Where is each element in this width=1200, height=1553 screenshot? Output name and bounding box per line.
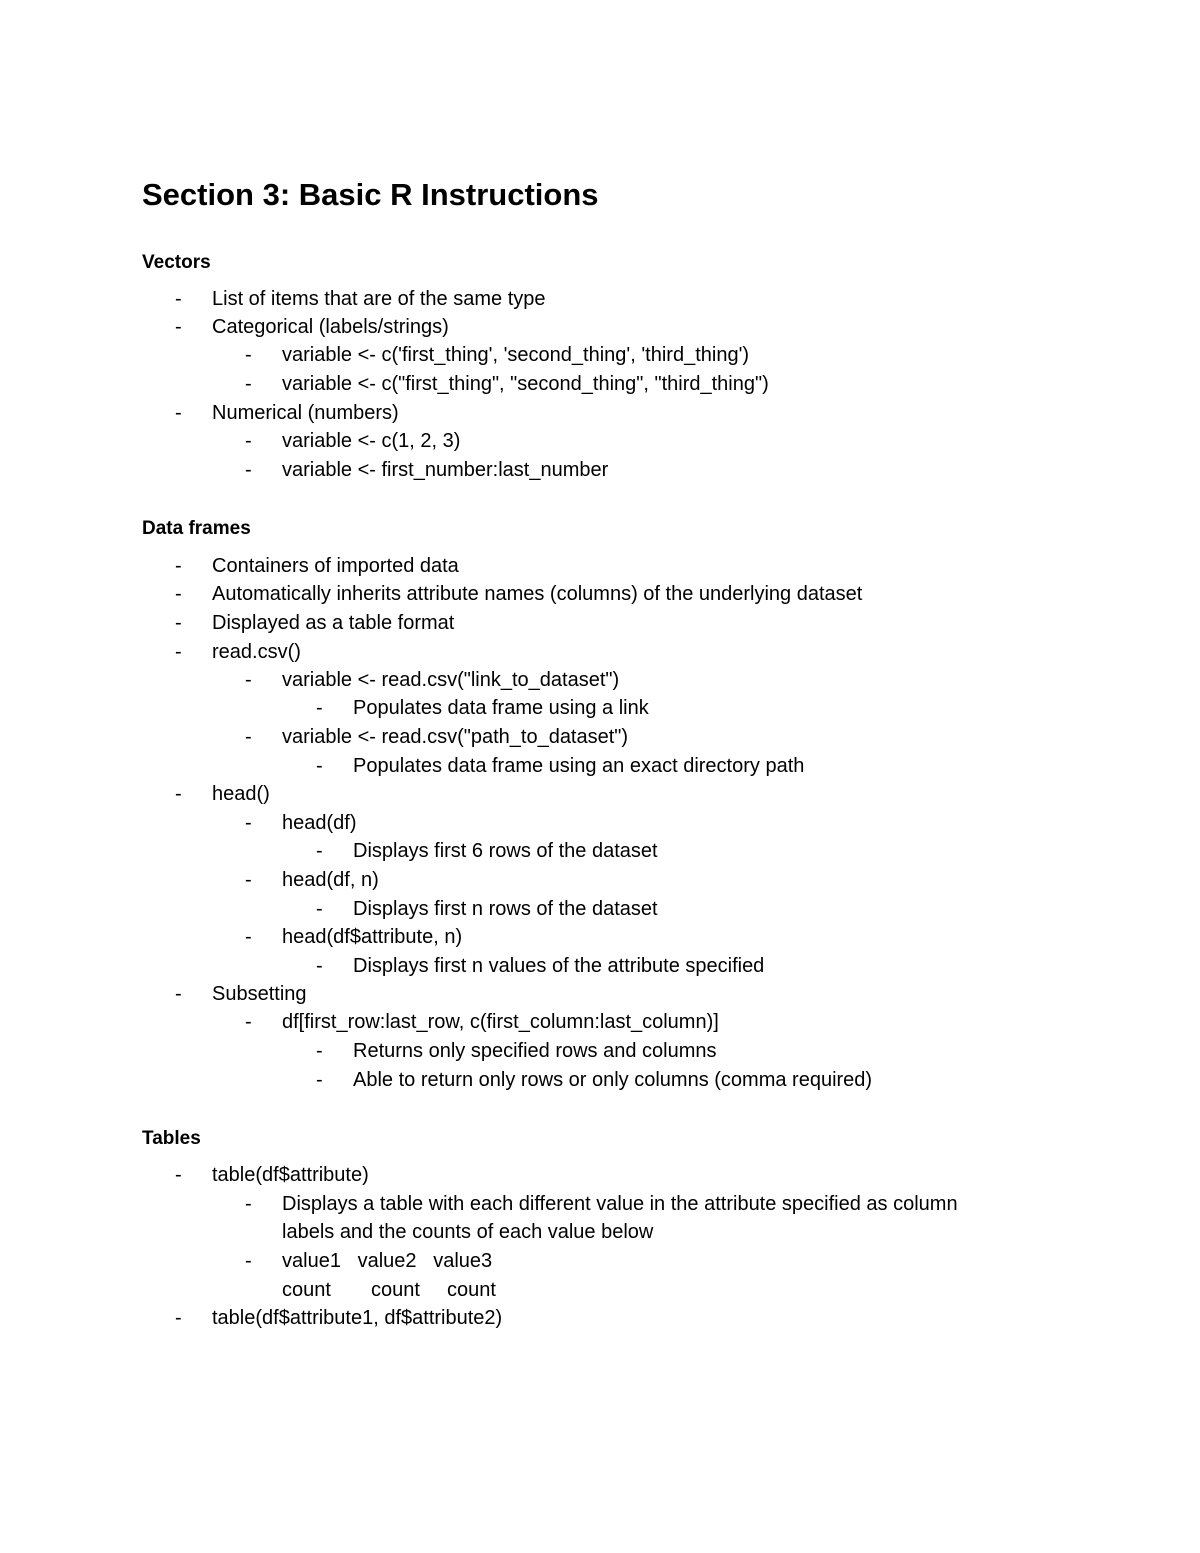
count-label: count <box>447 1279 496 1301</box>
list-item-text: value1 value2 value3 <box>282 1250 493 1272</box>
bullet-dash: - <box>316 840 323 862</box>
bullet-dash: - <box>175 402 182 424</box>
bullet-dash: - <box>316 955 323 977</box>
section-heading-data-frames: Data frames <box>142 518 251 539</box>
bullet-dash: - <box>175 555 182 577</box>
bullet-dash: - <box>316 755 323 777</box>
bullet-dash: - <box>175 288 182 310</box>
bullet-dash: - <box>175 612 182 634</box>
list-item-text: Displays first n rows of the dataset <box>353 898 658 920</box>
list-item-text: variable <- first_number:last_number <box>282 459 609 481</box>
list-item-text: Subsetting <box>212 983 307 1005</box>
bullet-dash: - <box>245 1193 252 1215</box>
list-item-text: variable <- c('first_thing', 'second_thing', 'third_thing') <box>282 344 750 366</box>
bullet-dash: - <box>245 430 252 452</box>
list-item-text: Populates data frame using a link <box>353 697 649 719</box>
list-item-text: Populates data frame using an exact directory path <box>353 755 805 777</box>
bullet-dash: - <box>175 641 182 663</box>
list-item-text: Displays first n values of the attribute specified <box>353 955 765 977</box>
list-item-text: variable <- c("first_thing", "second_thing", "third_thing") <box>282 373 769 395</box>
bullet-dash: - <box>245 926 252 948</box>
bullet-dash: - <box>316 1040 323 1062</box>
bullet-dash: - <box>245 373 252 395</box>
list-item-text: Returns only specified rows and columns <box>353 1040 717 1062</box>
bullet-dash: - <box>175 316 182 338</box>
bullet-dash: - <box>245 459 252 481</box>
count-label: count <box>371 1279 420 1301</box>
list-item-text: Displays a table with each different value in the attribute specified as column <box>282 1193 958 1215</box>
count-label: count <box>282 1279 331 1301</box>
section-heading-vectors: Vectors <box>142 252 211 273</box>
bullet-dash: - <box>245 669 252 691</box>
list-item-text: Numerical (numbers) <box>212 402 399 424</box>
bullet-dash: - <box>316 898 323 920</box>
section-heading-tables: Tables <box>142 1128 201 1149</box>
list-item-text: df[first_row:last_row, c(first_column:last_column)] <box>282 1011 719 1033</box>
bullet-dash: - <box>175 783 182 805</box>
bullet-dash: - <box>175 1164 182 1186</box>
list-item-text: labels and the counts of each value below <box>282 1221 654 1243</box>
list-item-text: List of items that are of the same type <box>212 288 546 310</box>
bullet-dash: - <box>175 583 182 605</box>
list-item-text: head(df) <box>282 812 357 834</box>
list-item-text: variable <- read.csv("path_to_dataset") <box>282 726 629 748</box>
list-item-text: table(df$attribute1, df$attribute2) <box>212 1307 503 1329</box>
bullet-dash: - <box>175 983 182 1005</box>
list-item-text: Displays first 6 rows of the dataset <box>353 840 658 862</box>
list-item-text: variable <- c(1, 2, 3) <box>282 430 461 452</box>
list-item-text: Automatically inherits attribute names (columns) of the underlying dataset <box>212 583 863 605</box>
list-item-text: head(df, n) <box>282 869 379 891</box>
list-item-text: Able to return only rows or only columns (comma required) <box>353 1069 873 1091</box>
page-title: Section 3: Basic R Instructions <box>142 177 599 212</box>
bullet-dash: - <box>245 869 252 891</box>
bullet-dash: - <box>175 1307 182 1329</box>
bullet-dash: - <box>245 1011 252 1033</box>
bullet-dash: - <box>316 1069 323 1091</box>
list-item-text: read.csv() <box>212 641 301 663</box>
bullet-dash: - <box>245 1250 252 1272</box>
list-item-text: Containers of imported data <box>212 555 459 577</box>
bullet-dash: - <box>316 697 323 719</box>
list-item-text: Categorical (labels/strings) <box>212 316 449 338</box>
list-item-text: table(df$attribute) <box>212 1164 369 1186</box>
bullet-dash: - <box>245 812 252 834</box>
list-item-text: head(df$attribute, n) <box>282 926 463 948</box>
list-item-text: Displayed as a table format <box>212 612 455 634</box>
bullet-dash: - <box>245 726 252 748</box>
bullet-dash: - <box>245 344 252 366</box>
list-item-text: head() <box>212 783 270 805</box>
list-item-text: variable <- read.csv("link_to_dataset") <box>282 669 620 691</box>
